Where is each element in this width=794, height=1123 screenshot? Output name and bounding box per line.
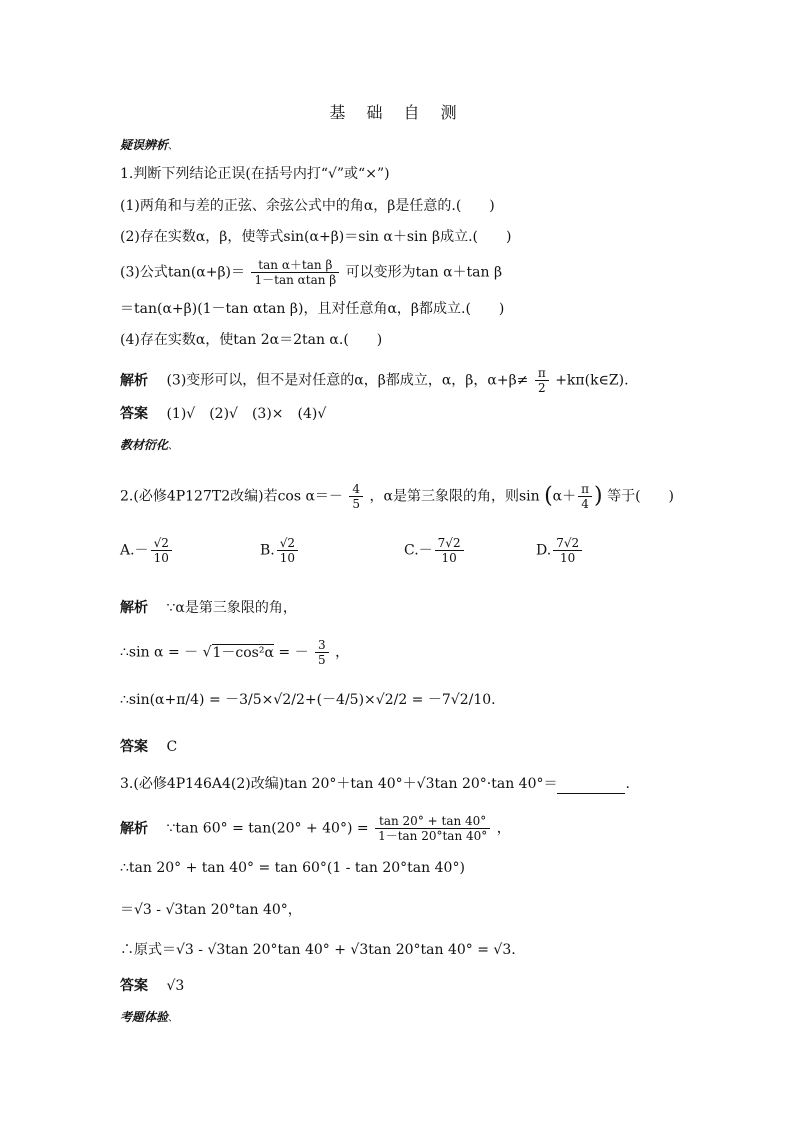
q2-option-a [120,536,174,565]
q2-analysis-line-2 [120,638,349,667]
q1-item-1: (1)两角和与差的正弦、余弦公式中的角α，β是任意的.( ) [120,198,495,214]
q2-analysis-l2-post: ， [335,644,350,661]
option-letter: C.－ [404,542,433,559]
q2-analysis-l2-mid: = － [278,644,309,661]
q2-stem-post: 等于( ) [607,488,675,505]
q3-analysis-line-1 [120,814,511,843]
answer-label: 答案 [120,739,148,755]
q2-analysis-line-3: ∴sin(α+π/4) = －3/5×√2/2+(－4/5)×√2/2 = －7√2/10. [120,692,496,708]
q2-stem-paren-pre: α＋ [552,488,577,505]
fraction-numerator: tan α＋tan β [251,258,339,273]
fraction-denominator: 4 [581,497,589,511]
q2-stem-paren-fraction [578,482,592,511]
answer-label: 答案 [120,978,148,994]
q1-item-3-fraction [251,258,339,287]
q1-analysis-fraction [535,366,549,395]
option-letter: A.－ [120,542,149,559]
q2-stem-pre: 2.(必修4P127T2改编)若cos α＝－ [120,488,343,505]
fraction-denominator: 1－tan αtan β [254,273,337,287]
fraction-denominator: 5 [352,497,361,511]
page-title: 基 础 自 测 [329,103,465,122]
option-letter: D. [536,542,552,559]
fraction-denominator: 10 [560,551,576,565]
q1-item-4: (4)存在实数α，使tan 2α＝2tan α.( ) [120,332,383,348]
left-paren: ( [544,483,553,509]
fraction-denominator: 10 [279,551,296,565]
fraction-denominator: 5 [318,653,326,667]
q1-analysis-text: (3)变形可以，但不是对任意的α，β都成立，α，β，α+β≠ [166,372,529,389]
fraction-denominator: 10 [153,551,169,565]
analysis-label: 解析 [120,600,148,616]
right-paren: ) [594,483,603,509]
fraction-numerator: π [535,366,549,381]
fraction-numerator: 4 [349,482,363,497]
fraction-numerator: √2 [277,536,298,551]
q1-analysis [120,366,629,395]
fraction-numerator: √2 [151,536,172,551]
q2-option-b [260,536,300,565]
fraction-numerator: π [578,482,592,497]
q1-answer [120,404,326,424]
q1-item-3-continued: ＝tan(α+β)(1－tan αtan β)，且对任意角α，β都成立.( ) [120,301,505,317]
q1-answer-text: (1)√ (2)√ (3)× (4)√ [166,406,327,422]
q2-stem [120,482,674,511]
q3-stem-text: 3.(必修4P146A4(2)改编)tan 20°＋tan 40°＋√3tan 20°·tan 40°＝ [120,776,558,792]
q3-analysis-line-4: ∴原式＝√3 - √3tan 20°tan 40° + √3tan 20°tan 40° = √3. [120,942,516,958]
q2-answer-text: C [166,739,178,755]
section-label-error-analysis: 疑误辨析 、 [120,136,178,153]
answer-label: 答案 [120,406,148,422]
fraction-denominator: 10 [441,551,457,565]
q2-analysis-text-1: ∵α是第三象限的角， [166,600,297,616]
q1-item-3 [120,258,502,287]
q2-option-c [404,536,466,565]
answer-blank[interactable] [557,779,625,794]
fraction-numerator: tan 20° + tan 40° [375,814,490,829]
q3-analysis-l1-fraction [375,814,490,843]
q3-answer-text: √3 [166,978,185,994]
q1-item-2: (2)存在实数α，β，使等式sin(α+β)＝sin α＋sin β成立.( ) [120,229,512,245]
q3-analysis-l1-pre: ∵tan 60° = tan(20° + 40°) = [166,820,369,837]
q2-analysis-l2-fraction [315,638,329,667]
q3-stem [120,774,630,794]
q2-analysis-l2-pre: ∴sin α = － [120,644,199,661]
q2-stem-fraction [349,482,363,511]
q2-stem-mid: ，α是第三象限的角，则sin [369,488,540,505]
q3-answer [120,976,184,996]
option-letter: B. [260,542,275,559]
q2-analysis-line-1 [120,598,297,618]
analysis-label: 解析 [120,820,148,837]
sqrt-sign: √ [202,644,212,661]
q2-answer [120,737,177,757]
q2-analysis-l2-radicand: 1－cos²α [212,644,274,661]
q1-stem: 1.判断下列结论正误(在括号内打“√”或“×”) [120,166,390,182]
q1-item-3-post: 可以变形为tan α＋tan β [345,264,503,281]
q1-analysis-tail: +kπ(k∈Z). [555,372,629,389]
q2-option-d [536,536,584,565]
section-label-textbook: 教材衍化 、 [120,436,178,453]
q1-item-3-pre: (3)公式tan(α+β)＝ [120,264,246,281]
section-label-exam: 考题体验 、 [120,1008,178,1025]
fraction-numerator: 3 [315,638,329,653]
q3-stem-end: . [625,776,630,792]
analysis-label: 解析 [120,372,148,389]
fraction-numerator: 7√2 [435,536,464,551]
fraction-denominator: 2 [537,381,546,395]
fraction-numerator: 7√2 [553,536,582,551]
q3-analysis-line-3: ＝√3 - √3tan 20°tan 40°， [120,902,302,918]
q3-analysis-l1-post: ， [496,820,511,837]
fraction-denominator: 1－tan 20°tan 40° [378,829,488,843]
q3-analysis-line-2: ∴tan 20° + tan 40° = tan 60°(1 - tan 20°tan 40°) [120,860,465,876]
